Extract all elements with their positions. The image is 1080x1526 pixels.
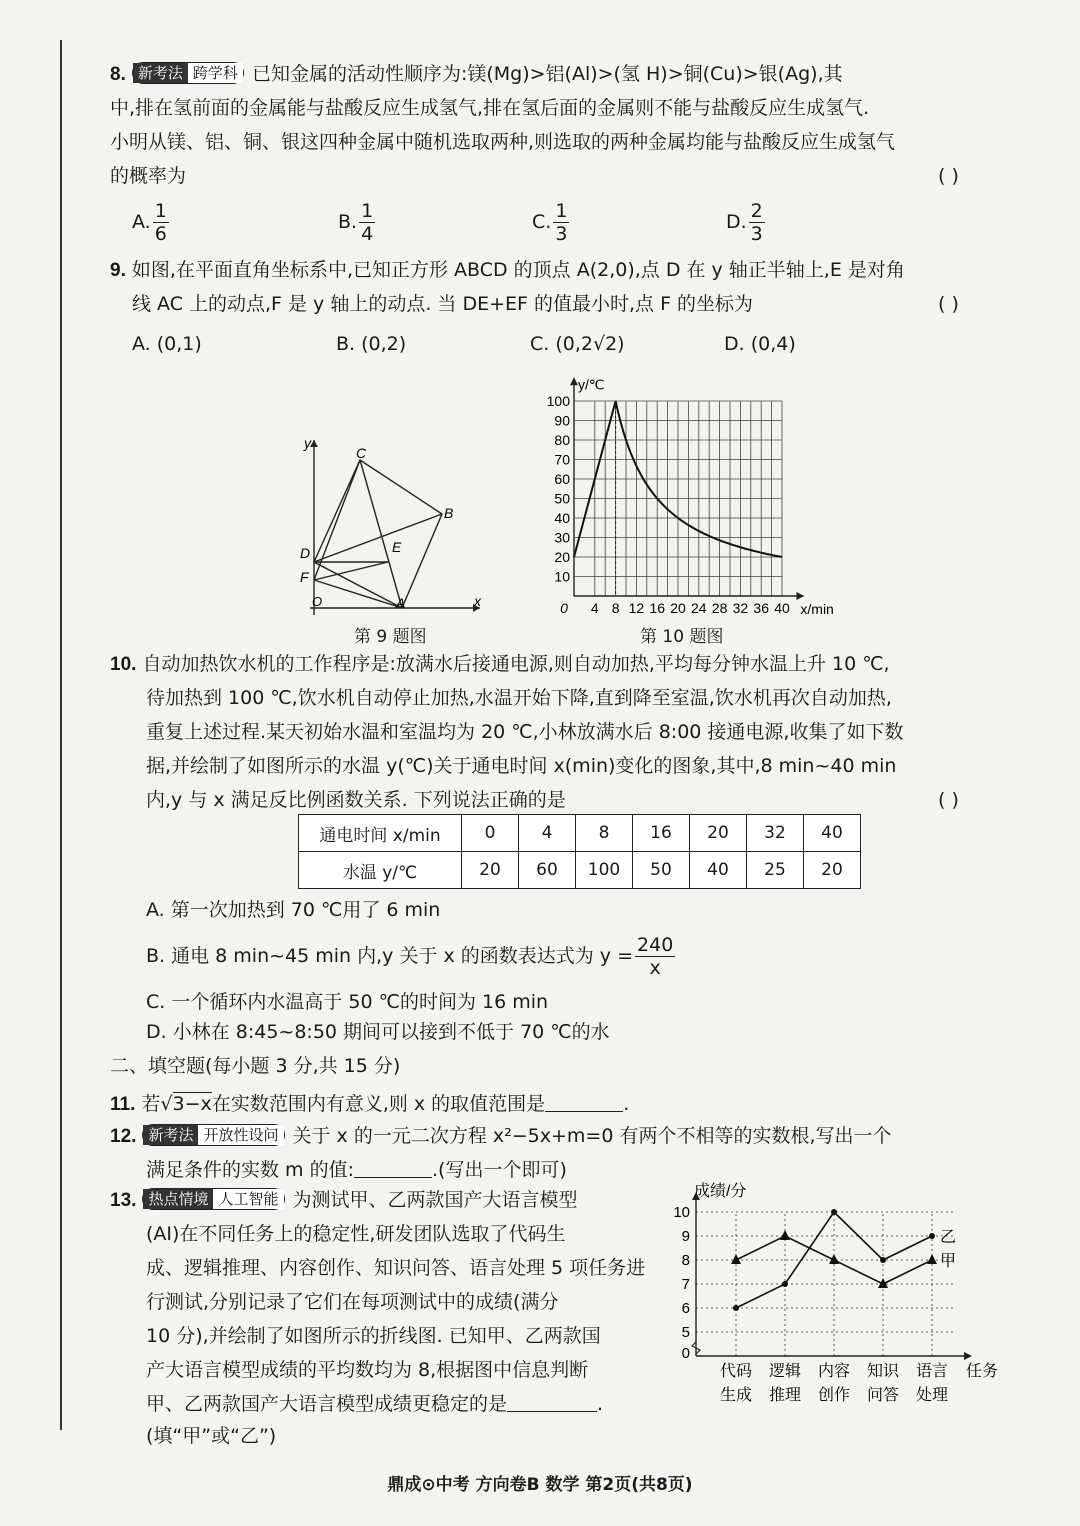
y-tick-label: 5 — [681, 1324, 690, 1341]
table-cell: 40 — [690, 852, 747, 889]
point-label-c: C — [356, 445, 367, 461]
question-text: 关于 x 的一元二次方程 x²−5x+m=0 有两个不相等的实数根,写出一个 — [292, 1125, 892, 1147]
y-tick-label: 90 — [554, 412, 570, 429]
table-cell: 4 — [519, 815, 576, 852]
data-point — [733, 1305, 739, 1311]
x-tick-label: 代码 — [719, 1363, 753, 1380]
x-tick-label: 36 — [753, 600, 769, 616]
table-cell: 20 — [462, 852, 519, 889]
y-tick-label: 0 — [681, 1345, 690, 1362]
section-title: 二、填空题(每小题 3 分,共 15 分) — [110, 1055, 401, 1077]
answer-blank[interactable] — [354, 1157, 432, 1178]
option-a: A. $\frac{1}{6}$ — [132, 200, 167, 245]
option-d: D. (0,4) — [724, 333, 796, 355]
answer-blank[interactable] — [545, 1091, 623, 1112]
margin-line — [60, 40, 62, 1430]
answer-paren: ( ) — [938, 789, 959, 811]
x-tick-label: 40 — [774, 600, 790, 616]
point-label-e: E — [392, 539, 402, 555]
answer-paren: ( ) — [938, 165, 959, 187]
figure-10-chart — [534, 364, 834, 620]
question-text: 待加热到 100 ℃,饮水机自动停止加热,水温开始下降,直到降至室温,饮水机再次自动加热, — [146, 687, 892, 709]
question-number: 12. — [110, 1126, 137, 1147]
question-12: 12. 新考法 开放性设问 关于 x 的一元二次方程 x²−5x+m=0 有两个不相等的实数根,写出一个 满足条件的实数 m 的值: .(写出一个即可) — [110, 1125, 892, 1181]
series-label: 乙 — [940, 1229, 957, 1246]
option-b: B. $\frac{1}{4}$ — [338, 200, 374, 245]
y-tick-label: 8 — [681, 1252, 690, 1269]
option-a: A. 第一次加热到 70 ℃用了 6 min — [146, 899, 441, 921]
y-axis-title: 成绩/分 — [694, 1183, 747, 1200]
table-cell: 0 — [462, 815, 519, 852]
sqrt-sign: √ — [160, 1093, 173, 1115]
data-table — [298, 814, 861, 889]
question-10 — [110, 650, 1010, 810]
answer-paren: ( ) — [938, 293, 959, 315]
table-cell: 20 — [690, 815, 747, 852]
x-tick-label: 20 — [670, 600, 686, 616]
question-number: 8. — [110, 64, 126, 85]
y-tick-label: 20 — [554, 549, 570, 565]
option-d: D. 小林在 8:45~8:50 期间可以接到不低于 70 ℃的水 — [146, 1021, 610, 1043]
data-point — [831, 1209, 837, 1215]
question-text: 内,y 与 x 满足反比例函数关系. 下列说法正确的是 — [146, 789, 566, 811]
x-tick-label: 逻辑 — [768, 1363, 802, 1380]
x-tick-label: 32 — [732, 600, 749, 616]
question-text: 已知金属的活动性顺序为:镁(Mg)>铝(Al)>(氢 H)>铜(Cu)>银(Ag),其 — [251, 63, 843, 85]
table-cell: 32 — [747, 815, 804, 852]
x-tick-label: 问答 — [866, 1387, 900, 1404]
option-c: C. 一个循环内水温高于 50 ℃的时间为 16 min — [146, 991, 549, 1013]
question-text: 行测试,分别记录了它们在每项测试中的成绩(满分 — [146, 1291, 559, 1313]
x-tick-label: 知识 — [866, 1363, 900, 1380]
table-cell: 40 — [804, 815, 861, 852]
table-cell: 50 — [633, 852, 690, 889]
y-tick-label: 50 — [554, 490, 570, 507]
series-label: 甲 — [940, 1253, 957, 1270]
question-number: 9. — [110, 260, 126, 281]
data-point — [780, 1230, 790, 1240]
question-number: 11. — [110, 1094, 136, 1115]
x-tick-label: 内容 — [817, 1363, 851, 1380]
option-d: D. $\frac{2}{3}$ — [726, 200, 763, 245]
question-text: 中,排在氢前面的金属能与盐酸反应生成氢气,排在氢后面的金属则不能与盐酸反应生成氢气. — [110, 97, 870, 119]
question-11: 11. 若√3−x在实数范围内有意义,则 x 的取值范围是 . — [110, 1093, 630, 1115]
figure-13-chart — [670, 1183, 1010, 1412]
y-tick-label: 10 — [554, 568, 570, 585]
data-point — [880, 1257, 886, 1263]
axis-label-x: x — [474, 593, 481, 609]
y-tick-label: 6 — [681, 1300, 690, 1317]
y-axis-title: y/℃ — [578, 376, 605, 393]
x-tick-label: 处理 — [915, 1387, 949, 1404]
x-tick-label: 生成 — [719, 1387, 753, 1404]
table-cell: 60 — [519, 852, 576, 889]
question-10-options — [146, 896, 846, 1056]
figure-10-caption: 第 10 题图 — [640, 627, 724, 647]
y-axis-arrow — [570, 377, 578, 385]
radicand: 3−x — [172, 1093, 212, 1115]
point-label-f: F — [300, 569, 309, 585]
point-label-b: B — [444, 505, 454, 521]
data-point — [782, 1281, 788, 1287]
question-number: 13. — [110, 1190, 137, 1211]
x-tick-label: 8 — [611, 600, 620, 616]
point-label-d: D — [300, 545, 311, 561]
question-text: 的概率为 — [110, 165, 187, 187]
table-header-cell: 水温 y/℃ — [299, 852, 462, 889]
x-tick-label: 12 — [628, 600, 645, 616]
question-text: 线 AC 上的动点,F 是 y 轴上的动点. 当 DE+EF 的值最小时,点 F 的坐标为 — [132, 293, 754, 315]
data-point — [929, 1233, 935, 1239]
x-tick-label: 0 — [560, 600, 568, 616]
table-header-cell: 通电时间 x/min — [299, 815, 462, 852]
table-row — [299, 852, 861, 889]
question-text: 据,并绘制了如图所示的水温 y(℃)关于通电时间 x(min)变化的图象,其中,8 min~40 min — [146, 755, 897, 777]
question-text: 小明从镁、铝、铜、银这四种金属中随机选取两种,则选取的两种金属均能与盐酸反应生成氢气 — [110, 131, 896, 153]
y-tick-label: 10 — [673, 1204, 690, 1221]
y-tick-label: 70 — [554, 451, 570, 468]
page-footer: 鼎成⊙中考 方向卷B 数学 第2页(共8页) — [387, 1475, 693, 1495]
point-label-o: O — [312, 594, 323, 609]
table-cell: 8 — [576, 815, 633, 852]
question-number: 10. — [110, 654, 137, 675]
figure-9-caption: 第 9 题图 — [354, 627, 427, 647]
answer-blank[interactable] — [507, 1391, 597, 1412]
question-9 — [110, 256, 1010, 366]
x-tick-label: 4 — [590, 600, 599, 616]
table-cell: 20 — [804, 852, 861, 889]
option-b: B. (0,2) — [336, 333, 407, 355]
figure-9-diagram — [270, 430, 500, 620]
table-cell: 25 — [747, 852, 804, 889]
option-c: C. $\frac{1}{3}$ — [532, 200, 568, 245]
table-cell: 100 — [576, 852, 633, 889]
x-tick-label: 创作 — [817, 1387, 851, 1404]
x-tick-label: 语言 — [915, 1363, 949, 1380]
question-13: 13. 热点情境 人工智能 为测试甲、乙两款国产大语言模型 (AI)在不同任务上的稳定性,研发团队选取了代码生 成、逻辑推理、内容创作、知识问答、语言处理 5 项任务进 行测试,分别记录了它们在每项测试中的成绩(满分 10 分),并绘制了如图所示的折线图. 已知甲、乙两款国 产大语言模型成绩的平均数均为 8,根据图中信息判断 甲、乙两款国产大语言模型成绩更稳定的是 . (填“甲”或“乙”) — [110, 1186, 670, 1446]
table-row — [299, 815, 861, 852]
y-tick-label: 9 — [681, 1228, 690, 1245]
data-point — [927, 1254, 937, 1264]
question-text: 成、逻辑推理、内容创作、知识问答、语言处理 5 项任务进 — [146, 1257, 646, 1279]
x-tick-label: 24 — [691, 600, 707, 616]
y-tick-label: 80 — [554, 432, 570, 448]
point-label-a: A — [396, 595, 406, 611]
option-c: C. (0,2√2) — [530, 333, 625, 355]
question-text: 产大语言模型成绩的平均数均为 8,根据图中信息判断 — [146, 1359, 589, 1381]
x-tick-label: 16 — [649, 600, 665, 616]
y-tick-label: 60 — [554, 471, 570, 487]
y-tick-label: 100 — [546, 393, 570, 409]
tag-badge: 新考法 开放性设问 — [142, 1124, 284, 1146]
option-a: A. (0,1) — [132, 333, 202, 355]
question-text: 重复上述过程.某天初始水温和室温均为 20 ℃,小林放满水后 8:00 接通电源,收集了如下数 — [146, 721, 904, 743]
y-tick-label: 40 — [554, 510, 570, 526]
tag-badge: 新考法 跨学科 — [132, 62, 244, 84]
x-axis-title: 任务 — [966, 1363, 999, 1380]
x-axis-arrow — [964, 1352, 972, 1360]
question-text: (填“甲”或“乙”) — [146, 1425, 277, 1447]
question-text: 10 分),并绘制了如图所示的折线图. 已知甲、乙两款国 — [146, 1325, 601, 1347]
question-text: 自动加热饮水机的工作程序是:放满水后接通电源,则自动加热,平均每分钟水温上升 10 ℃, — [142, 653, 890, 675]
axis-label-y: y — [304, 435, 311, 451]
question-text: 为测试甲、乙两款国产大语言模型 — [292, 1189, 578, 1211]
question-text: 如图,在平面直角坐标系中,已知正方形 ABCD 的顶点 A(2,0),点 D 在 y 轴正半轴上,E 是对角 — [131, 259, 905, 281]
question-text: (AI)在不同任务上的稳定性,研发团队选取了代码生 — [146, 1223, 566, 1245]
table-cell: 16 — [633, 815, 690, 852]
tag-badge: 热点情境 人工智能 — [142, 1188, 284, 1210]
y-tick-label: 7 — [681, 1276, 690, 1293]
x-axis-arrow — [796, 592, 804, 600]
x-tick-label: 28 — [711, 600, 728, 616]
y-tick-label: 30 — [554, 529, 570, 546]
x-axis-title: x/min — [800, 601, 834, 617]
x-tick-label: 推理 — [768, 1387, 802, 1404]
option-b: B. 通电 8 min~45 min 内,y 关于 x 的函数表达式为 y = $\frac{240}{x}$ — [146, 934, 674, 979]
